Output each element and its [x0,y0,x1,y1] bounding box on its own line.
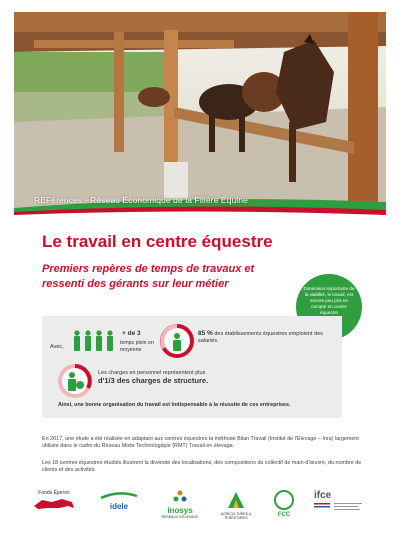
salaried-stat [198,330,338,345]
fcc-emblem-icon [272,490,296,510]
logo-inosys-sub: RÉSEAUX D'ÉLEVAGE [161,515,199,519]
logo-fonds-eperon [30,490,78,512]
logo-chambres-text: AGRICULTURES & TERRITOIRES [220,512,252,520]
page-subtitle: Premiers repères de temps de travaux et ressenti des gérants sur leur métier [42,263,255,290]
conclusion-text: Ainsi, une bonne organisation du travail est indispensable à la réussite de ces entreprises. [58,402,291,408]
callout-text: Dimension importante de la viabilité, le travail, est encore peu pris en compte en centre équestre [303,286,355,315]
ifce-stripes-icon [314,501,364,511]
fte-label: temps plein en moyenne [120,340,154,353]
logo-fcc-text: FCC [277,512,291,518]
logo-ifce [314,490,374,513]
page-title: Le travail en centre équestre [42,232,273,251]
stable-horses-illustration [14,12,386,220]
stats-box [42,316,342,418]
paragraph-diversity: Les 18 centres équestres étudiés illustrent la diversité des localisations, des compositions du collectif de main-d'œuvre, du nombre de clients et des activités. [42,460,362,474]
percentage-pie-icon [160,324,194,358]
logo-idele [94,490,144,511]
logo-fcc [266,490,302,518]
logo-inosys [154,490,206,519]
salaried-percent: 85 % [198,330,213,337]
paragraph-study: En 2017, une étude a été réalisée en adaptant aux centres équestres la méthode Bilan Travail (Institut de l'Elevage – Inra) largement utilisée dans le cadre du Réseau Mixte Technologique (RMT) Travail en élevage. [42,436,359,450]
fte-count: + de 3 [122,330,141,337]
charges-line2: d'1/3 des charges de structure. [98,376,209,385]
logo-idele-text: idele [109,502,129,511]
idele-swoosh-icon [99,490,139,500]
inosys-flower-icon [173,490,187,504]
horse-silhouette-icon [32,496,76,510]
avec-label: Avec, [50,344,64,350]
logo-inosys-text: inosys [167,506,193,515]
logo-ifce-text: ifce [314,490,332,501]
hero-caption: REFérences - Réseau Économique de la Filière Équine [34,195,248,205]
salaried-text: des établissements équestres emploient des salariés. [198,331,323,344]
logo-eperon-text: Fonds Éperon [38,490,70,496]
logo-chambres-agriculture [216,490,256,520]
partner-logos [30,490,380,530]
charges-line1: Les charges en personnel représentent plus [98,370,206,376]
charges-pie-icon [58,364,92,398]
people-icon [72,330,116,352]
charges-stat [98,370,298,384]
hero-photo [14,12,386,220]
chambres-agriculture-a-icon [226,490,246,510]
